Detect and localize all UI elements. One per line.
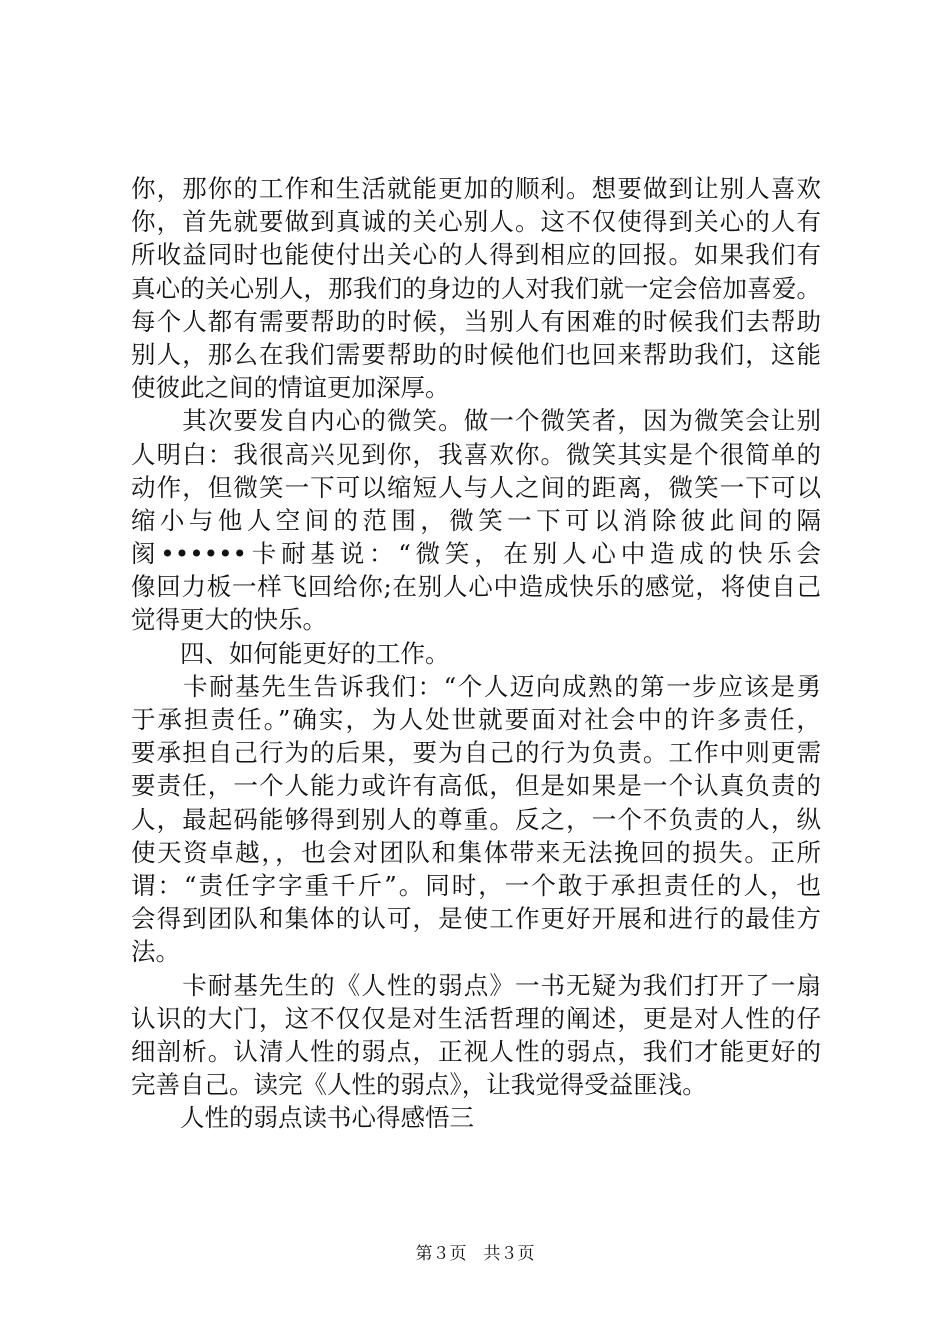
- text-line: 其次要发自内心的微笑。做一个微笑者，因为微笑会让别: [131, 406, 821, 436]
- text-line: 认识的大门，这不仅仅是对生活哲理的阐述，更是对人性的仔: [131, 1003, 821, 1033]
- text-line: 完善自己。读完《人性的弱点》，让我觉得受益匪浅。: [131, 1070, 707, 1100]
- text-line: 卡耐基先生告诉我们：“个人迈向成熟的第一步应该是勇: [131, 671, 821, 701]
- text-line: 你，那你的工作和生活就能更加的顺利。想要做到让别人喜欢: [131, 174, 821, 203]
- text-line: 动作，但微笑一下可以缩短人与人之间的距离，微笑一下可以: [131, 472, 821, 502]
- text-line: 真心的关心别人，那我们的身边的人对我们就一定会倍加喜爱。: [131, 273, 821, 303]
- text-line: 会得到团队和集体的认可，是使工作更好开展和进行的最佳方: [131, 904, 821, 934]
- text-line: 要承担自己行为的后果，要为自己的行为负责。工作中则更需: [131, 738, 821, 768]
- text-line: 细剖析。认清人性的弱点，正视人性的弱点，我们才能更好的: [131, 1036, 821, 1066]
- text-line: 人，最起码能够得到别人的尊重。反之，一个不负责的人，纵: [131, 804, 821, 834]
- text-line: 每个人都有需要帮助的时候，当别人有困难的时候我们去帮助: [131, 306, 821, 336]
- text-line: 卡耐基先生的《人性的弱点》一书无疑为我们打开了一扇: [131, 970, 821, 1000]
- text-line: 人明白：我很高兴见到你，我喜欢你。微笑其实是个很简单的: [131, 439, 821, 469]
- page-footer: 第３页 共３页: [415, 1244, 535, 1264]
- text-line: 你，首先就要做到真诚的关心别人。这不仅使得到关心的人有: [131, 207, 821, 237]
- text-line: 四、如何能更好的工作。: [131, 638, 450, 668]
- text-line: 于承担责任。”确实，为人处世就要面对社会中的许多责任，: [131, 705, 821, 734]
- text-line: 谓：“责任字字重千斤”。同时，一个敢于承担责任的人，也: [131, 870, 821, 900]
- text-line: 觉得更大的快乐。: [131, 605, 327, 635]
- document-body: [131, 172, 821, 1134]
- text-line: 阂••••••卡耐基说：“微笑，在别人心中造成的快乐会: [131, 539, 821, 569]
- text-line: 使彼此之间的情谊更加深厚。: [131, 373, 450, 403]
- text-line: 法。: [131, 937, 180, 967]
- text-line: 缩小与他人空间的范围，微笑一下可以消除彼此间的隔: [131, 505, 821, 535]
- text-line: 像回力板一样飞回给你;在别人心中造成快乐的感觉，将使自己: [131, 572, 821, 602]
- text-line: 人性的弱点读书心得感悟三: [131, 1103, 474, 1133]
- text-line: 所收益同时也能使付出关心的人得到相应的回报。如果我们有: [131, 240, 821, 270]
- text-line: 要责任，一个人能力或许有高低，但是如果是一个认真负责的: [131, 771, 821, 801]
- text-line: 使天资卓越，，也会对团队和集体带来无法挽回的损失。正所: [131, 837, 821, 867]
- text-line: 别人，那么在我们需要帮助的时候他们也回来帮助我们，这能: [131, 339, 821, 369]
